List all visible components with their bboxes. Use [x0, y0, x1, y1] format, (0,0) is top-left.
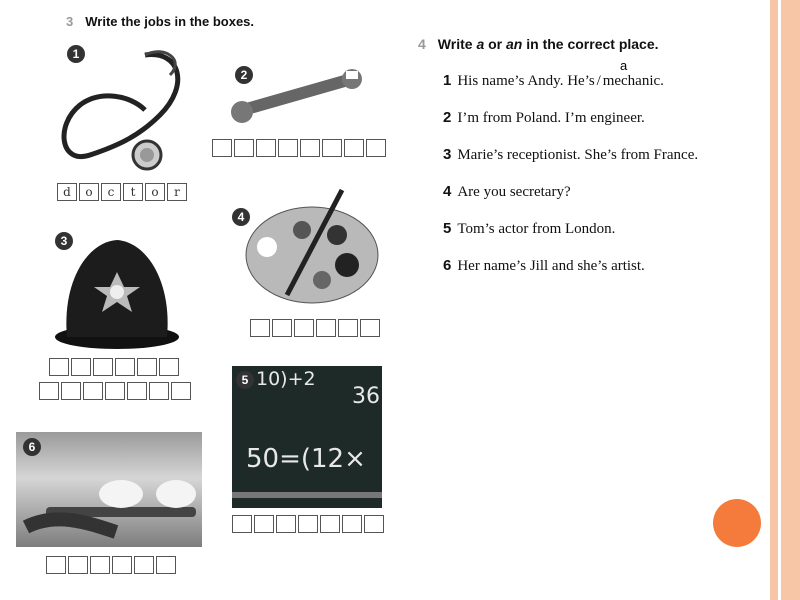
letter-box[interactable]: [61, 382, 81, 400]
letter-box[interactable]: [320, 515, 340, 533]
letter-box[interactable]: [338, 319, 358, 337]
exercise-4-title-an: an: [506, 36, 523, 52]
blackboard-text-top: 10)+2: [256, 368, 316, 390]
stethoscope-icon: [50, 45, 200, 180]
letter-box[interactable]: [298, 515, 318, 533]
blackboard-text-equation: 50=(12×: [246, 444, 366, 474]
letter-box[interactable]: [322, 139, 342, 157]
item-3-answer-boxes-line-1: [49, 358, 181, 376]
sentence-text: I’m from Poland. I’m engineer.: [457, 110, 645, 126]
letter-box[interactable]: [127, 382, 147, 400]
item-1-answer-boxes: [57, 183, 189, 201]
letter-box[interactable]: [71, 358, 91, 376]
letter-box[interactable]: [232, 515, 252, 533]
right-decorative-bar: [770, 0, 800, 600]
item-5-answer-boxes: [232, 515, 386, 533]
exercise-4-number: 4: [418, 36, 426, 52]
letter-box[interactable]: [294, 319, 314, 337]
sentence-text-2: mechanic.: [602, 73, 664, 89]
item-3-badge: 3: [55, 232, 73, 250]
sentence-5: [443, 220, 615, 238]
exercise-3-heading: [66, 14, 254, 29]
exercise-4-heading: [418, 36, 659, 52]
sentence-1: [443, 72, 664, 90]
item-4-badge: 4: [232, 208, 250, 226]
item-4-answer-boxes: [250, 319, 382, 337]
letter-box[interactable]: [46, 556, 66, 574]
letter-box: c: [101, 183, 121, 201]
item-3-answer-boxes-line-2: [39, 382, 193, 400]
sentence-6: [443, 257, 645, 275]
letter-box: d: [57, 183, 77, 201]
letter-box[interactable]: [137, 358, 157, 376]
sentence-number: 1: [443, 72, 452, 89]
letter-box[interactable]: [83, 382, 103, 400]
letter-box[interactable]: [256, 139, 276, 157]
exercise-3-number: 3: [66, 14, 74, 29]
letter-box[interactable]: [254, 515, 274, 533]
chalk-ledge: [232, 492, 382, 498]
sentence-number: 3: [443, 146, 452, 163]
caret-mark: /: [596, 73, 601, 89]
sentence-text: Are you secretary?: [457, 184, 571, 200]
letter-box: o: [145, 183, 165, 201]
letter-box[interactable]: [276, 515, 296, 533]
item-5-badge: 5: [236, 371, 254, 389]
letter-box[interactable]: [344, 139, 364, 157]
item-2-answer-boxes: [212, 139, 388, 157]
item-6-answer-boxes: [46, 556, 178, 574]
exercise-4-title-pre: Write: [437, 36, 477, 52]
sentence-text: Tom’s actor from London.: [457, 221, 616, 237]
sentence-number: 4: [443, 183, 452, 200]
letter-box[interactable]: [105, 382, 125, 400]
tray-with-cups-icon: [16, 432, 202, 547]
item-2-badge: 2: [235, 66, 253, 84]
exercise-4-title-post: in the correct place.: [522, 36, 659, 52]
letter-box[interactable]: [316, 319, 336, 337]
letter-box: o: [79, 183, 99, 201]
sentence-2: [443, 109, 645, 127]
waiter-tray-image: [16, 432, 202, 547]
sentence-number: 6: [443, 257, 452, 274]
letter-box[interactable]: [234, 139, 254, 157]
orange-circle-decoration: [713, 499, 761, 547]
letter-box[interactable]: [366, 139, 386, 157]
letter-box[interactable]: [90, 556, 110, 574]
item-1-badge: 1: [67, 45, 85, 63]
letter-box[interactable]: [156, 556, 176, 574]
letter-box[interactable]: [112, 556, 132, 574]
letter-box[interactable]: [360, 319, 380, 337]
letter-box[interactable]: [39, 382, 59, 400]
letter-box[interactable]: [134, 556, 154, 574]
exercise-3-title: Write the jobs in the boxes.: [85, 14, 255, 29]
sentence-number: 5: [443, 220, 452, 237]
handwritten-insert-a: a: [620, 58, 628, 73]
letter-box[interactable]: [49, 358, 69, 376]
blackboard-text-right: 36: [352, 384, 380, 409]
letter-box[interactable]: [250, 319, 270, 337]
sentence-3: [443, 146, 698, 164]
sentence-text: Her name’s Jill and she’s artist.: [457, 258, 645, 274]
letter-box[interactable]: [93, 358, 113, 376]
letter-box[interactable]: [212, 139, 232, 157]
letter-box[interactable]: [278, 139, 298, 157]
sentence-4: [443, 183, 571, 201]
letter-box[interactable]: [115, 358, 135, 376]
sentence-text: Marie’s receptionist. She’s from France.: [457, 147, 699, 163]
spanner-icon: [228, 65, 368, 130]
letter-box[interactable]: [364, 515, 384, 533]
letter-box[interactable]: [300, 139, 320, 157]
letter-box: r: [167, 183, 187, 201]
letter-box[interactable]: [342, 515, 362, 533]
letter-box: t: [123, 183, 143, 201]
blackboard-image: [232, 366, 382, 508]
letter-box[interactable]: [272, 319, 292, 337]
exercise-4-title-mid: or: [484, 36, 507, 52]
letter-box[interactable]: [149, 382, 169, 400]
letter-box[interactable]: [68, 556, 88, 574]
sentence-number: 2: [443, 109, 452, 126]
police-helmet-icon: [52, 232, 182, 352]
letter-box[interactable]: [171, 382, 191, 400]
letter-box[interactable]: [159, 358, 179, 376]
bar-stripe: [778, 0, 781, 600]
item-6-badge: 6: [23, 438, 41, 456]
paint-palette-icon: [242, 185, 382, 310]
sentence-text: His name’s Andy. He’s: [457, 73, 595, 89]
exercise-4-title-a: a: [476, 36, 485, 52]
